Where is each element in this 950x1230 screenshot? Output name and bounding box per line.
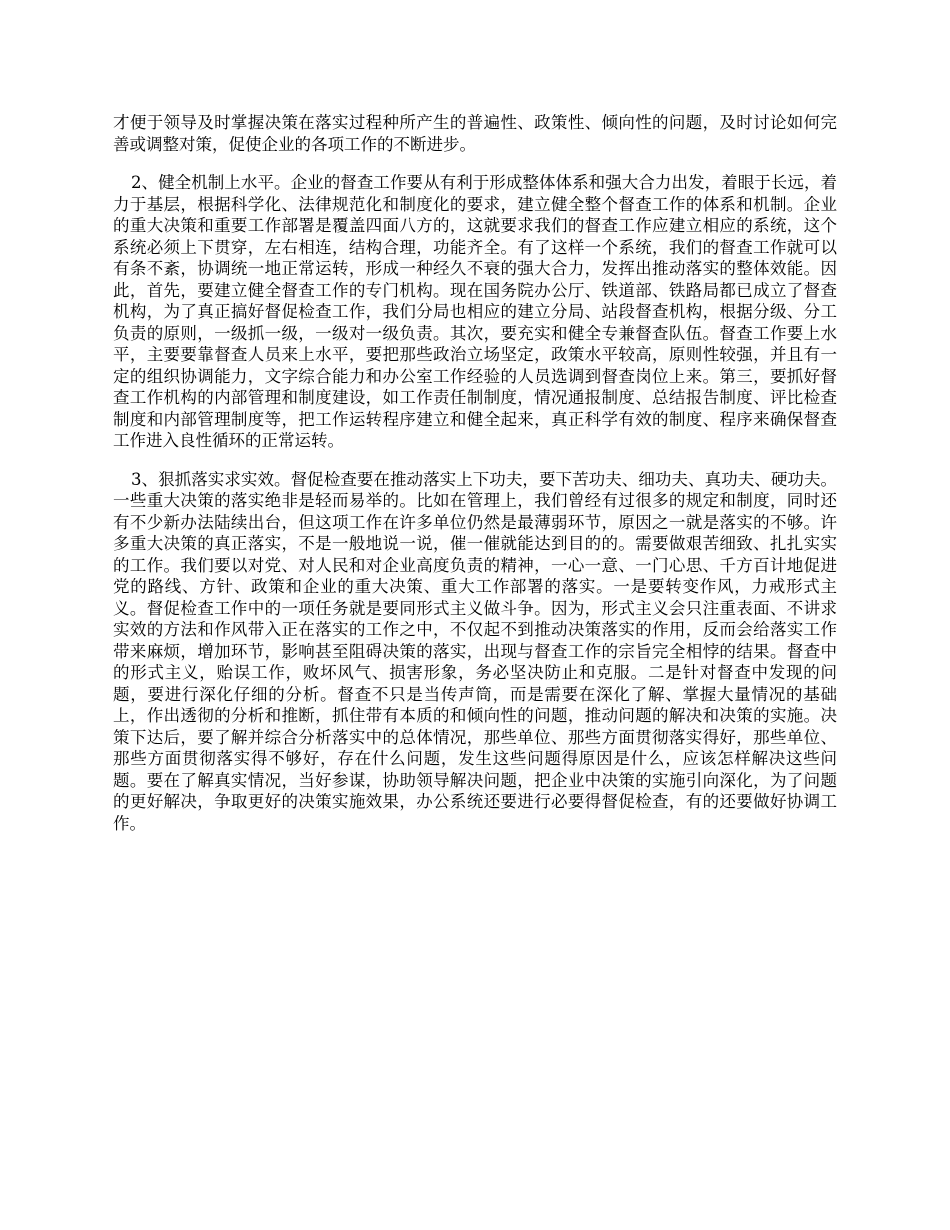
paragraph-implementation: 3、狠抓落实求实效。督促检查要在推动落实上下功夫，要下苦功夫、细功夫、真功夫、硬功夫。一些重大决策的落实绝非是轻而易举的。比如在管理上，我们曾经有过很多的规定和制度，同时还有不少新办法陆续出台，但这项工作在许多单位仍然是最薄弱环节，原因之一就是落实的不够。许多重大决策的真正落实，不是一般地说一说，催一催就能达到目的的。需要做艰苦细致、扎扎实实的工作。我们要以对党、对人民和对企业高度负责的精神，一心一意、一门心思、千方百计地促进党的路线、方针、政策和企业的重大决策、重大工作部署的落实。一是要转变作风，力戒形式主义。督促检查工作中的一项任务就是要同形式主义做斗争。因为，形式主义会只注重表面、不讲求实效的方法和作风带入正在落实的工作之中，不仅起不到推动决策落实的作用，反而会给落实工作带来麻烦，增加环节，影响甚至阻碍决策的落实，出现与督查工作的宗旨完全相悖的结果。督查中的形式主义，贻误工作，败坏风气、损害形象，务必坚决防止和克服。二是针对督查中发现的问题，要进行深化仔细的分析。督查不只是当传声筒，而是需要在深化了解、掌握大量情况的基础上，作出透彻的分析和推断，抓住带有本质的和倾向性的问题，推动问题的解决和决策的实施。决策下达后，要了解并综合分析落实中的总体情况，那些单位、那些方面贯彻落实得好，那些单位、那些方面贯彻落实得不够好，存在什么问题，发生这些问题得原因是什么，应该怎样解决这些问题。要在了解真实情况，当好参谋，协助领导解决问题，把企业中决策的实施引向深化，为了问题的更好解决，争取更好的决策实施效果，办公系统还要进行必要得督促检查，有的还要做好协调工作。: [113, 469, 837, 833]
document-page: [113, 112, 837, 851]
paragraph-mechanism: 2、健全机制上水平。企业的督查工作要从有利于形成整体体系和强大合力出发，着眼于长远，着力于基层，根据科学化、法律规范化和制度化的要求，建立健全整个督查工作的体系和机制。企业的重大决策和重要工作部署是覆盖四面八方的，这就要求我们的督查工作应建立相应的系统，这个系统必须上下贯穿，左右相连，结构合理，功能齐全。有了这样一个系统，我们的督查工作就可以有条不紊，协调统一地正常运转，形成一种经久不衰的强大合力，发挥出推动落实的整体效能。因此，首先，要建立健全督查工作的专门机构。现在国务院办公厅、铁道部、铁路局都已成立了督查机构，为了真正搞好督促检查工作，我们分局也相应的建立分局、站段督查机构，根据分级、分工负责的原则，一级抓一级，一级对一级负责。其次，要充实和健全专兼督查队伍。督查工作要上水平，主要要靠督查人员来上水平，要把那些政治立场坚定，政策水平较高，原则性较强，并且有一定的组织协调能力，文字综合能力和办公室工作经验的人员选调到督查岗位上来。第三，要抓好督查工作机构的内部管理和制度建设，如工作责任制制度，情况通报制度、总结报告制度、评比检查制度和内部管理制度等，把工作运转程序建立和健全起来，真正科学有效的制度、程序来确保督查工作进入良性循环的正常运转。: [113, 173, 837, 450]
paragraph-continuation: 才便于领导及时掌握决策在落实过程种所产生的普遍性、政策性、倾向性的问题，及时讨论如何完善或调整对策，促使企业的各项工作的不断进步。: [113, 113, 837, 154]
